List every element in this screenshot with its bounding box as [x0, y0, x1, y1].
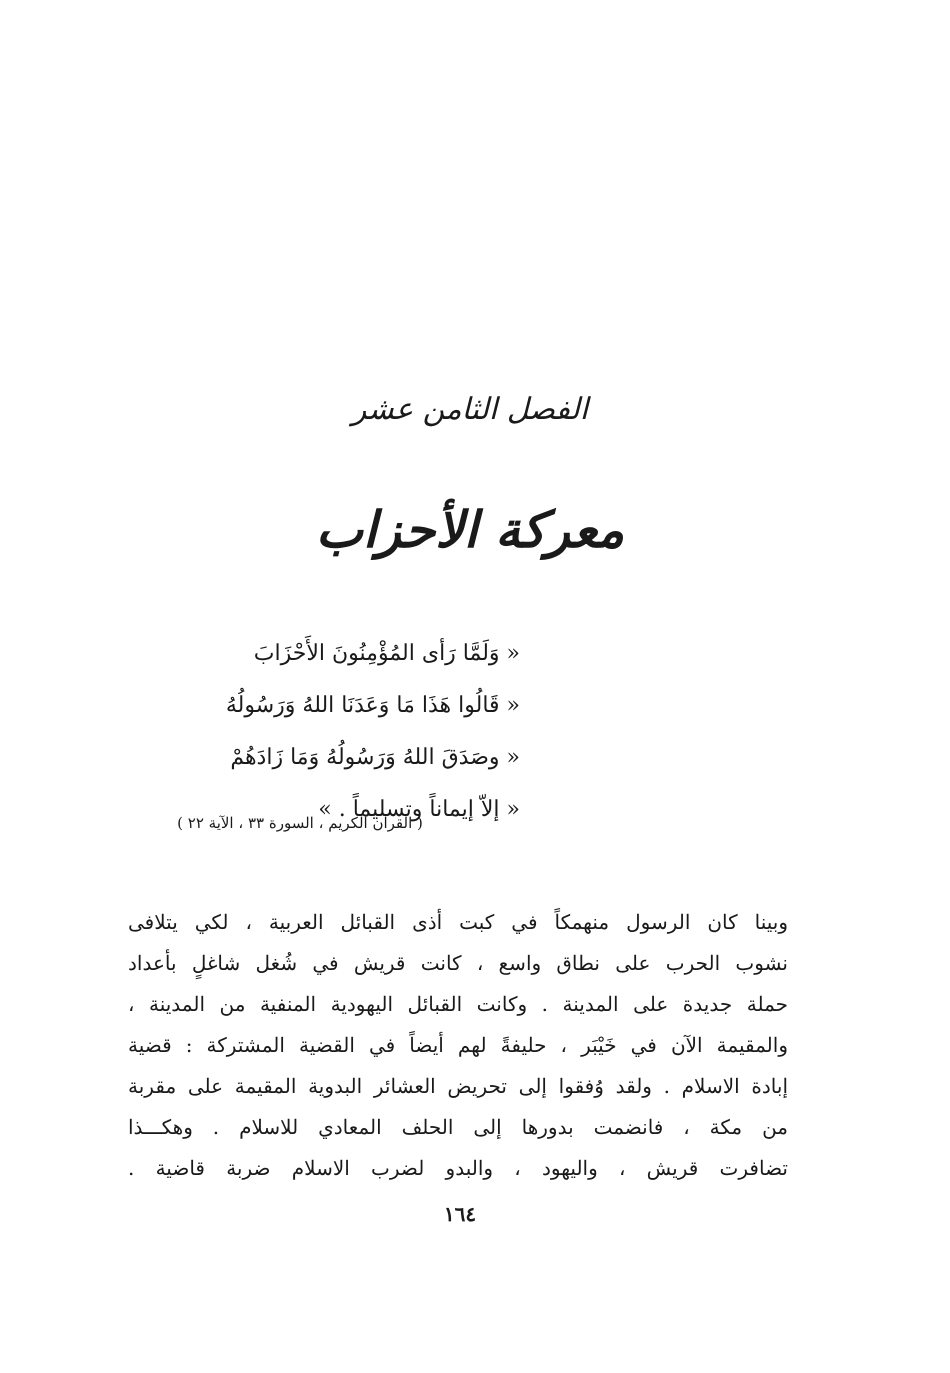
verse-line: « وَلَمَّا رَأى المُؤْمِنُونَ الأَحْزَابَ [253, 641, 520, 666]
page-number: ١٦٤ [443, 1202, 477, 1226]
chapter-label: الفصل الثامن عشر [351, 392, 589, 427]
verse-line: « إلاّ إيماناً وتسليماً . » [318, 797, 520, 822]
verse-citation: ( القرآن الكريم ، السورة ٣٣ ، الآية ٢٢ ) [177, 814, 423, 832]
paragraph-line: من مكة ، فانضمت بدورها إلى الحلف المعادي للاسلام . وهكـــذا [128, 1115, 788, 1139]
body-paragraph [128, 902, 788, 1189]
paragraph-line: نشوب الحرب على نطاق واسع ، كانت قريش في شُغل شاغلٍ بأعداد [128, 951, 788, 975]
paragraph-line: تضافرت قريش ، واليهود ، والبدو لضرب الاسلام ضربة قاضية . [128, 1156, 788, 1180]
verse-line: « وصَدَقَ اللهُ وَرَسُولُهُ وَمَا زَادَهُمْ [230, 745, 520, 770]
paragraph-line: إبادة الاسلام . ولقد وُفقوا إلى تحريض العشائر البدوية المقيمة على مقربة [128, 1074, 788, 1098]
chapter-title: معركة الأحزاب [315, 500, 625, 559]
verse-line: « قَالُوا هَذَا مَا وَعَدَنَا اللهُ وَرَسُولُهُ [225, 693, 520, 718]
paragraph-line: حملة جديدة على المدينة . وكانت القبائل اليهودية المنفية من المدينة ، [128, 992, 788, 1016]
paragraph-line: وبينا كان الرسول منهمكاً في كبت أذى القبائل العربية ، لكي يتلافى [128, 910, 788, 934]
paragraph-line: والمقيمة الآن في خَيْبَر ، حليفةً لهم أيضاً في القضية المشتركة : قضية [128, 1033, 788, 1057]
quran-verse [120, 628, 520, 836]
